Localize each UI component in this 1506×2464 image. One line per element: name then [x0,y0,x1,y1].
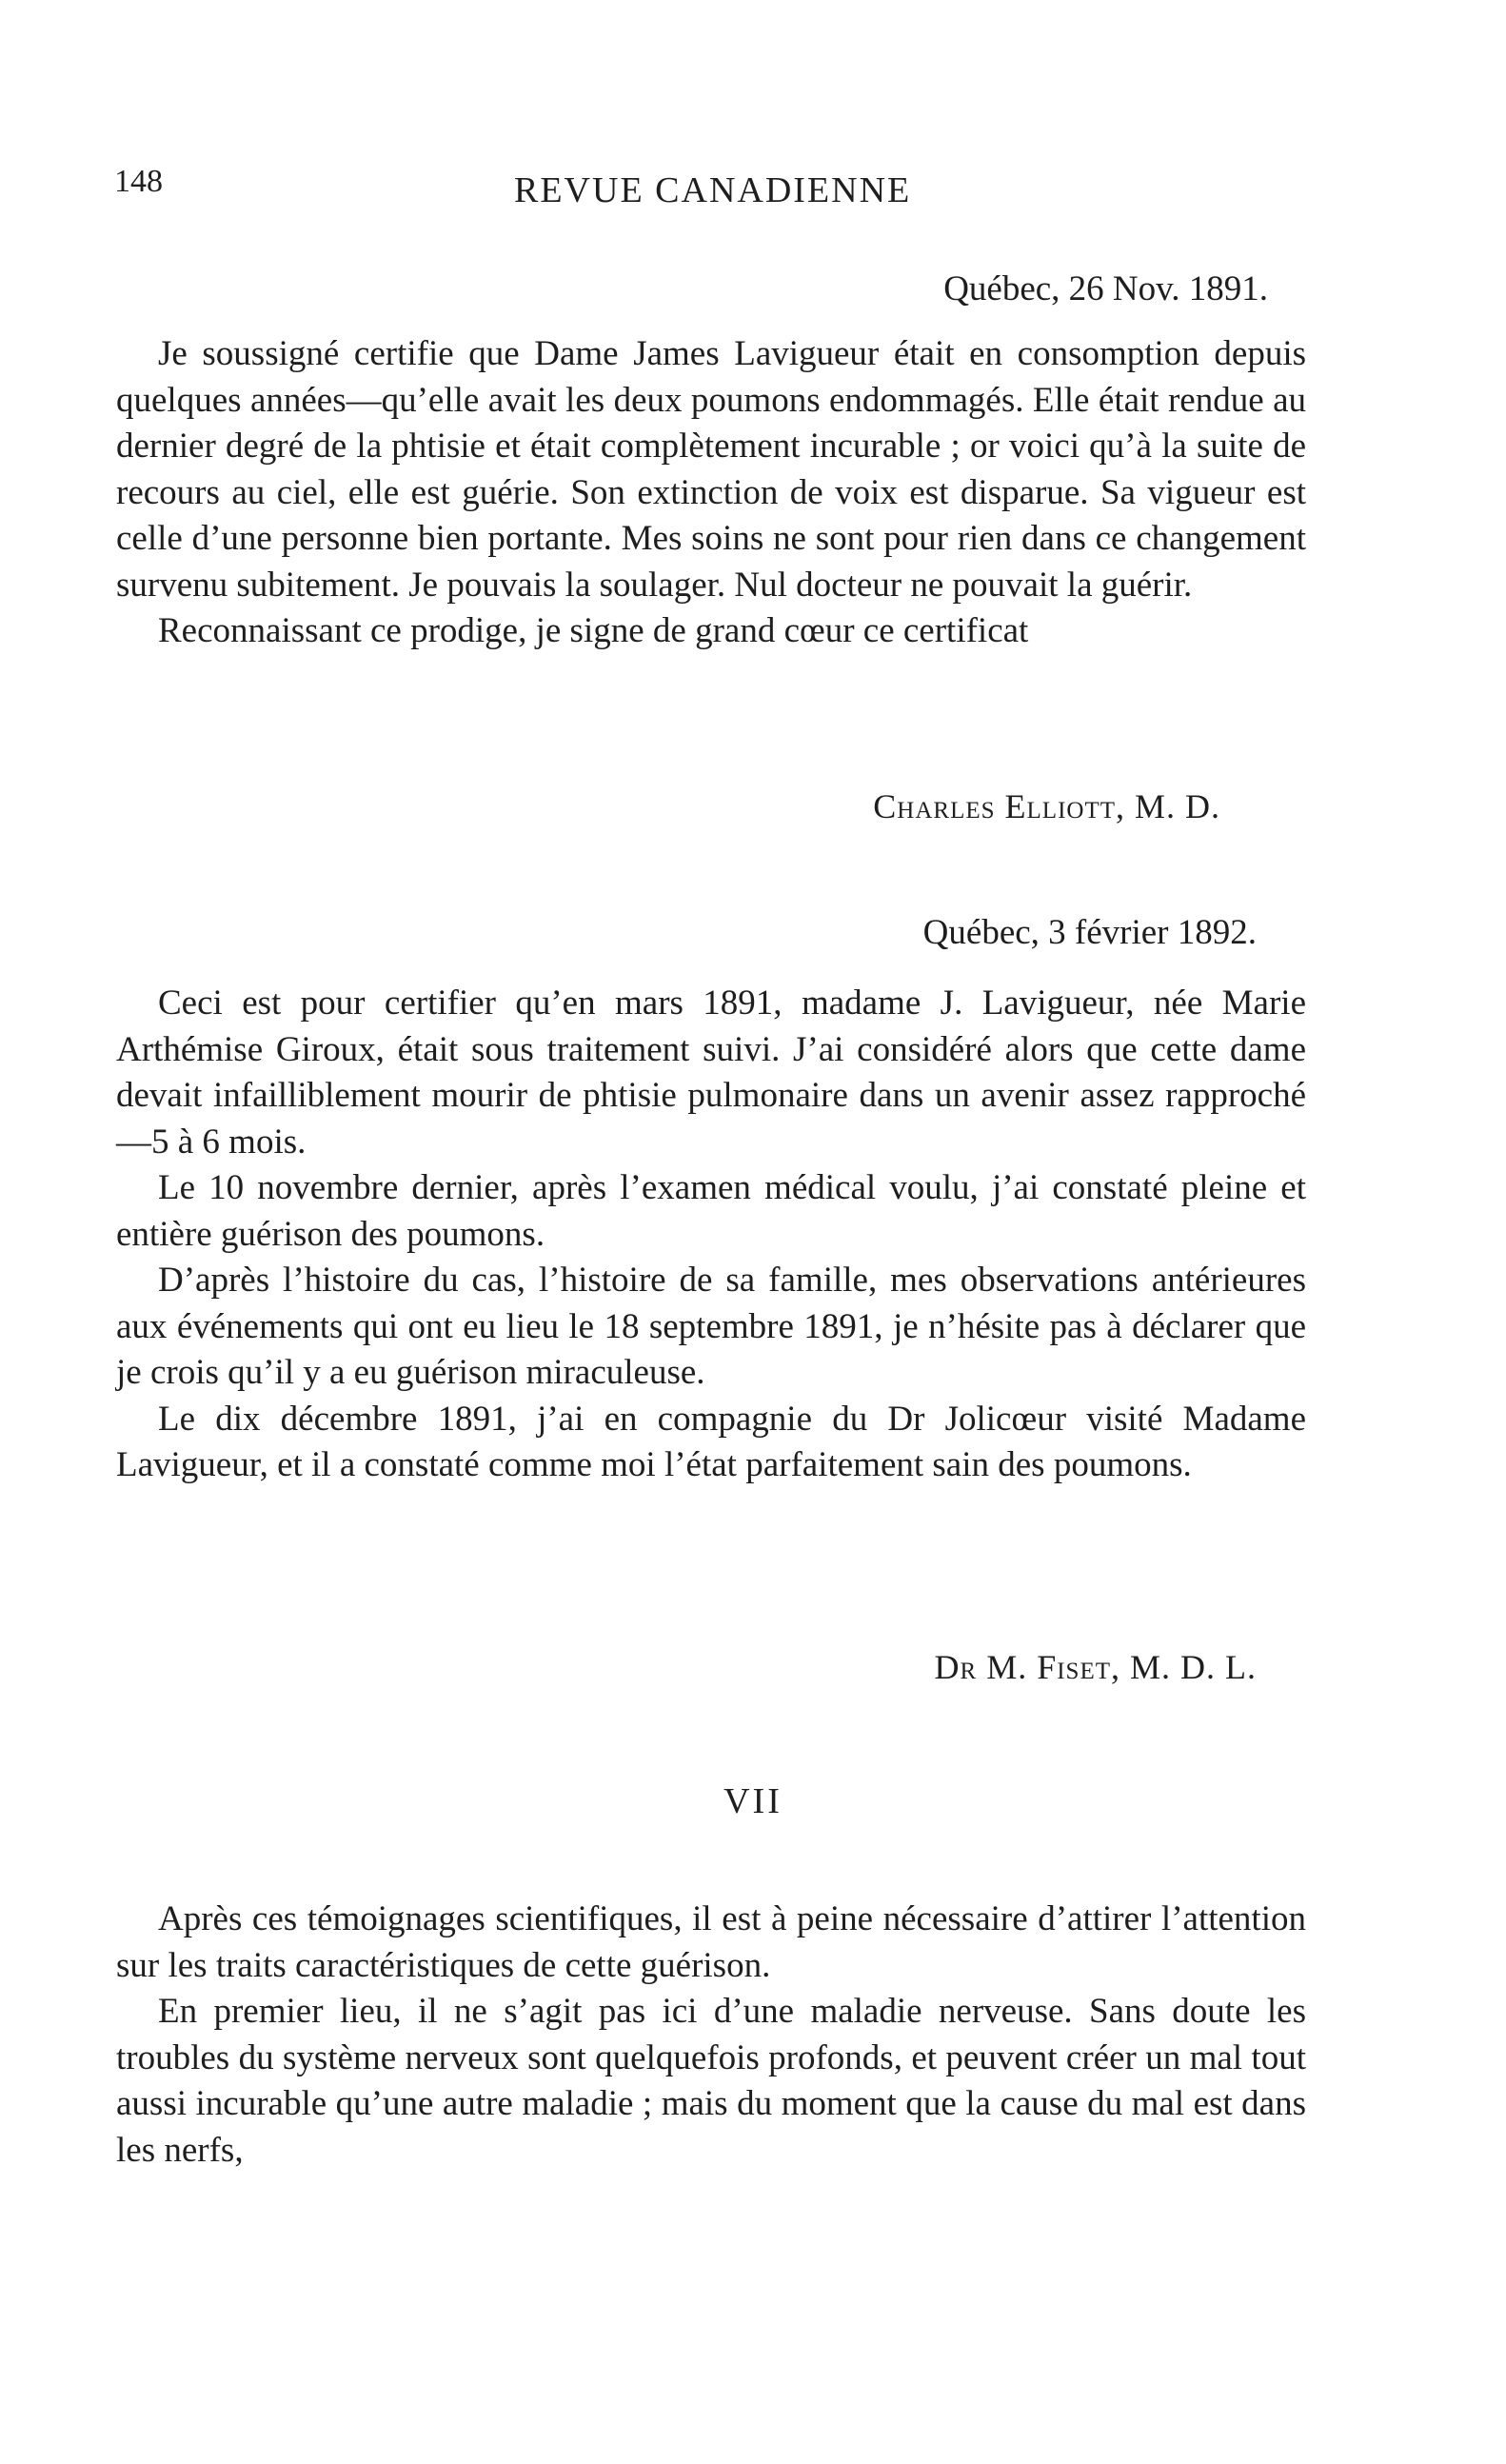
letter1-signature: Charles Elliott, M. D. [873,787,1220,825]
running-head: REVUE CANADIENNE [514,170,912,210]
letter1-paragraph: Reconnaissant ce prodige, je signe de grand cœur ce certificat [158,611,1029,650]
letter2-signature: Dr M. Fiset, M. D. L. [934,1648,1257,1686]
section-body [116,1897,1306,2174]
letter2-paragraph: Le dix décembre 1891, j’ai en compagnie du Dr Jolicœur visité Madame Lavigueur, et il a constaté comme moi l’état parfaitement sain des poumons. [116,1399,1306,1484]
section-paragraph: En premier lieu, il ne s’agit pas ici d’une maladie nerveuse. Sans doute les troubles du système nerveux sont quelquefois profonds, et peuvent créer un mal tout aussi incurable qu’une autre maladie ; mais du moment que la cause du mal est dans les nerfs, [116,1992,1306,2170]
letter2-paragraph: Ceci est pour certifier qu’en mars 1891, madame J. Lavigueur, née Marie Arthémise Giroux, était sous traitement suivi. J’ai considéré alors que cette dame devait infailliblement mourir de phtisie pulmonaire dans un avenir assez rapproché—5 à 6 mois. [116,984,1306,1162]
page-header [114,164,1304,221]
letter1-dateline: Québec, 26 Nov. 1891. [943,269,1268,308]
section-paragraph: Après ces témoignages scientifiques, il est à peine nécessaire d’attirer l’attention sur les traits caractéristiques de cette guérison. [116,1899,1306,1985]
letter1-body [116,331,1306,655]
letter2-body [116,981,1306,1489]
page-number: 148 [114,164,163,199]
letter2-dateline: Québec, 3 février 1892. [922,913,1257,952]
letter2-paragraph: D’après l’histoire du cas, l’histoire de sa famille, mes observations antérieures aux événements qui ont eu lieu le 18 septembre 1891, je n’hésite pas à déclarer que je crois qu’il y a eu guérison miraculeuse. [116,1261,1306,1392]
letter1-paragraph: Je soussigné certifie que Dame James Lavigueur était en consomption depuis quelques années—qu’elle avait les deux poumons endommagés. Elle était rendue au dernier degré de la phtisie et était complètement incurable ; or voici qu’à la suite de recours au ciel, elle est guérie. Son extinction de voix est disparue. Sa vigueur est celle d’une personne bien portante. Mes soins ne sont pour rien dans ce changement survenu subitement. Je pouvais la soulager. Nul docteur ne pouvait la guérir. [116,334,1306,605]
section-heading: VII [723,1781,783,1821]
letter2-paragraph: Le 10 novembre dernier, après l’examen médical voulu, j’ai constaté pleine et entière guérison des poumons. [116,1168,1306,1254]
